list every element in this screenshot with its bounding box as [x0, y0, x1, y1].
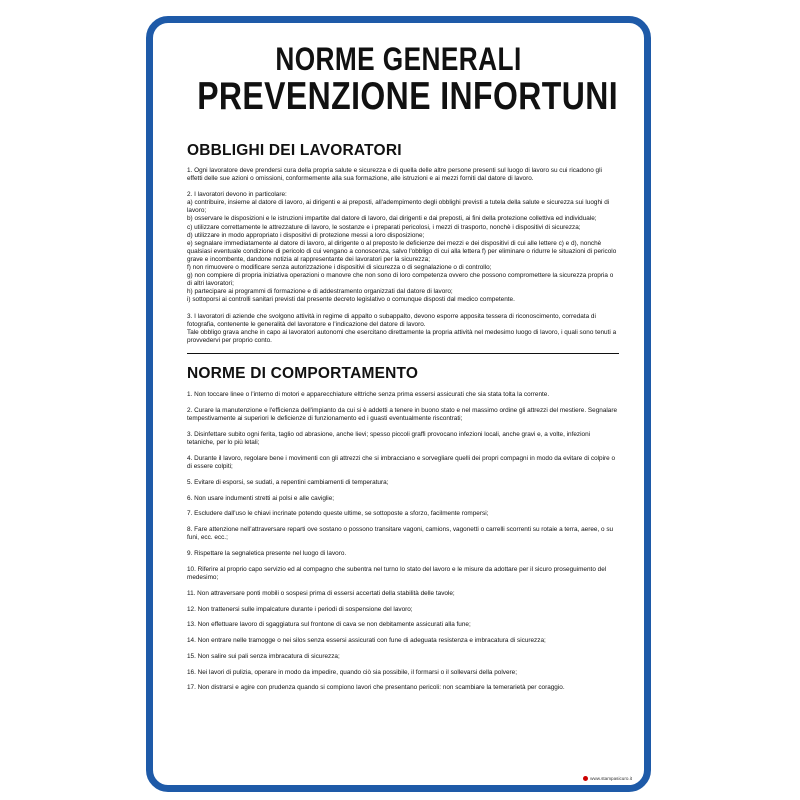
section-heading: NORME DI COMPORTAMENTO: [187, 365, 419, 383]
item-text: 1. Ogni lavoratore deve prendersi cura della propria salute e sicurezza e di quella delle altre persone presenti sul luogo di lavoro su cui ricadono gli effetti delle sue azioni o omissioni, conformemente alla sua formazione, alle istruzioni e ai mezzi forniti dal datore di lavoro.: [187, 167, 602, 183]
list-item: 4. Durante il lavoro, regolare bene i movimenti con gli attrezzi che si imbracciano e sorvegliare quelli dei propri compagni in modo da evitare di colpire o di essere colpiti;: [187, 455, 616, 471]
title-line-2: PREVENZIONE INFORTUNI: [197, 75, 619, 118]
section-divider: [187, 353, 619, 355]
list-item: 6. Non usare indumenti stretti ai polsi e alle caviglie;: [187, 494, 335, 502]
list-item: 11. Non attraversare ponti mobili o sospesi prima di essersi accertati della stabilità delle tavole;: [187, 589, 455, 597]
title-line-1: NORME GENERALI: [275, 41, 522, 77]
list-item: [187, 313, 619, 345]
list-item: 3. Disinfettare subito ogni ferita, taglio od abrasione, anche lievi; spesso piccoli graffi provocano infezioni locali, anche gravi e, a volte, infezioni tetaniche, per lo più letali;: [187, 431, 591, 447]
item-text: g) non compiere di propria iniziativa operazioni o manovre che non sono di loro competenza ovvero che possono compromettere la sicurezza propria o di altri lavoratori;: [187, 272, 614, 288]
item-text: b) osservare le disposizioni e le istruzioni impartite dal datore di lavoro, dai dirigenti e dai preposti, ai fini della protezione collettiva ed individuale;: [187, 215, 597, 223]
item-text: i) sottoporsi ai controlli sanitari previsti dal presente decreto legislativo o comunque disposti dal medico competente.: [187, 296, 515, 304]
list-item: 14. Non entrare nelle tramogge o nei silos senza essersi assicurati con fune di adeguata resistenza e imbracatura di sicurezza;: [187, 637, 546, 645]
list-item: [187, 167, 619, 183]
item-text: 2. I lavoratori devono in particolare:: [187, 191, 287, 199]
item-text: f) non rimuovere o modificare senza autorizzazione i dispositivi di sicurezza o di segnalazione o di controllo;: [187, 264, 492, 272]
list-item: 13. Non effettuare lavoro di sgaggiatura sul frontone di cava se non debitamente assicurati alla fune;: [187, 621, 471, 629]
item-text: 3. I lavoratori di aziende che svolgono attività in regime di appalto o subappalto, devono esporre apposita tessera di riconoscimento, corredata di fotografia, contenente le generalità del lavoratore e l'indicazione del datore di lavoro.: [187, 312, 596, 328]
list-item: 5. Evitare di esporsi, se sudati, a repentini cambiamenti di temperatura;: [187, 478, 389, 486]
list-item: 12. Non trattenersi sulle impalcature durante i periodi di sospensione del lavoro;: [187, 605, 413, 613]
item-text: e) segnalare immediatamente al datore di lavoro, al dirigente o al preposto le deficienze dei mezzi e dei dispositivi di cui alle lettere c) e d), nonchè qualsiasi eventuale condizione di pericolo di cui vengano a conoscenza, salvo l'obbligo di cui alla lettera f) per eliminare o ridurre le situazioni di pericolo grave e incombente, dandone notizia al rappresentante dei lavoratori per la sicurezza;: [187, 239, 617, 263]
item-text: Tale obbligo grava anche in capo ai lavoratori autonomi che esercitano direttamente la propria attività nel medesimo luogo di lavoro, i quali sono tenuti a provvedervi per proprio conto.: [187, 328, 617, 344]
item-text: d) utilizzare in modo appropriato i dispositivi di protezione messi a loro disposizione;: [187, 231, 425, 239]
section-comportamento: [187, 365, 619, 692]
list-item: [187, 191, 619, 304]
list-item: 15. Non salire sui pali senza imbracatura di sicurezza;: [187, 652, 340, 660]
item-text: a) contribuire, insieme al datore di lavoro, ai dirigenti e ai preposti, all'adempimento degli obblighi previsti a tutela della salute e sicurezza sui luoghi di lavoro;: [187, 199, 610, 215]
list-item: 2. Curare la manutenzione e l'efficienza dell'impianto da cui si è addetti a tenere in buono stato e nel massimo ordine gli attrezzi del mestiere. Segnalare tempestivamente ai superiori le deficienze di funzionamento ed i guasti eventualmente riscontrati;: [187, 407, 618, 423]
list-item: 17. Non distrarsi e agire con prudenza quando si compiono lavori che presentano pericoli: non scambiare la temerarietà per coraggio.: [187, 684, 565, 692]
item-text: c) utilizzare correttamente le attrezzature di lavoro, le sostanze e i preparati pericolosi, i mezzi di trasporto, nonchè i dispositivi di sicurezza;: [187, 223, 581, 231]
section-obblighi: [187, 142, 619, 345]
brand-logo-icon: [583, 776, 588, 781]
list-item: 9. Rispettare la segnaletica presente nel luogo di lavoro.: [187, 550, 347, 558]
list-item: 16. Nei lavori di pulizia, operare in modo da impedire, quando ciò sia possibile, il formarsi o il sollevarsi della polvere;: [187, 668, 517, 676]
section-heading: OBBLIGHI DEI LAVORATORI: [187, 142, 402, 159]
list-item: 8. Fare attenzione nell'attraversare reparti ove sostano o possono transitare vagoni, camions, vagonetti o carrelli scorrenti su rotaie a terra, aeree, o su funi, ecc. ecc.;: [187, 526, 614, 542]
list-item: 10. Riferire al proprio capo servizio ed al compagno che subentra nel turno lo stato del lavoro e le misure da adottare per il sicuro proseguimento del medesimo;: [187, 565, 607, 581]
item-text: h) partecipare ai programmi di formazione e di addestramento organizzati dal datore di lavoro;: [187, 288, 453, 296]
sign-board: [146, 16, 651, 792]
list-item: 1. Non toccare linee o l'interno di motori e apparecchiature elttriche senza prima essersi assicurati che sia stata tolta la corrente.: [187, 391, 550, 399]
footer-text: www.stampasicuro.it: [590, 775, 632, 781]
footer-url: [583, 776, 632, 781]
list-item: 7. Escludere dall'uso le chiavi incrinate potendo queste ultime, se sottoposte a sforzo, facilmente rompersi;: [187, 510, 489, 518]
obblighi-list: [187, 167, 619, 345]
content: [187, 142, 619, 700]
comportamento-list: [187, 391, 619, 692]
